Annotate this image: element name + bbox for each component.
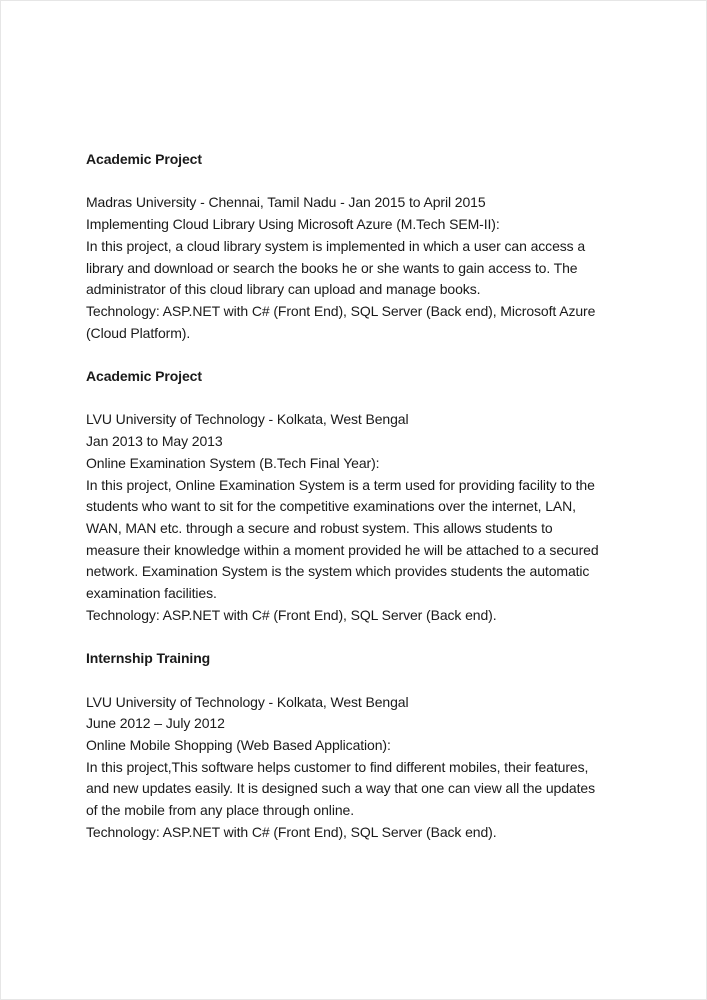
text-line: measure their knowledge within a moment provided he will be attached to a secured — [86, 541, 599, 558]
text-line: Madras University - Chennai, Tamil Nadu - Jan 2015 to April 2015 — [86, 194, 486, 211]
section-heading: Academic Project — [86, 368, 202, 384]
section-heading: Internship Training — [86, 650, 211, 667]
text-line: students who want to sit for the competitive examinations over the internet, LAN, — [86, 498, 576, 515]
text-line: June 2012 – July 2012 — [86, 715, 225, 732]
text-line: of the mobile from any place through online. — [86, 802, 354, 819]
text-line: library and download or search the books he or she wants to gain access to. The — [86, 259, 578, 276]
text-line: Technology: ASP.NET with C# (Front End), SQL Server (Back end). — [86, 823, 497, 840]
text-line: LVU University of Technology - Kolkata, West Bengal — [86, 693, 409, 710]
text-line: (Cloud Platform). — [86, 324, 191, 341]
section-academic-project-1 — [86, 149, 646, 344]
text-line: Technology: ASP.NET with C# (Front End), SQL Server (Back end), Microsoft Azure — [86, 302, 596, 319]
text-line: Technology: ASP.NET with C# (Front End), SQL Server (Back end). — [86, 606, 497, 623]
text-line: Online Examination System (B.Tech Final Year): — [86, 454, 380, 471]
text-line: WAN, MAN etc. through a secure and robust system. This allows students to — [86, 519, 553, 536]
text-line: administrator of this cloud library can upload and manage books. — [86, 281, 481, 298]
text-line: Jan 2013 to May 2013 — [86, 433, 223, 450]
text-line: Online Mobile Shopping (Web Based Application): — [86, 736, 391, 753]
section-internship-training — [86, 648, 646, 843]
document-body — [86, 149, 646, 843]
text-line: and new updates easily. It is designed such a way that one can view all the updates — [86, 780, 595, 797]
section-heading: Academic Project — [86, 151, 202, 167]
text-line: network. Examination System is the system which provides students the automatic — [86, 563, 590, 580]
text-line: examination facilities. — [86, 585, 217, 602]
text-line: In this project, a cloud library system is implemented in which a user can access a — [86, 237, 586, 254]
text-line: LVU University of Technology - Kolkata, West Bengal — [86, 411, 409, 428]
text-line: Implementing Cloud Library Using Microsoft Azure (M.Tech SEM-II): — [86, 216, 500, 233]
section-academic-project-2 — [86, 366, 646, 626]
text-line: In this project,This software helps customer to find different mobiles, their features, — [86, 758, 589, 775]
text-line: In this project, Online Examination System is a term used for providing facility to the — [86, 476, 595, 493]
